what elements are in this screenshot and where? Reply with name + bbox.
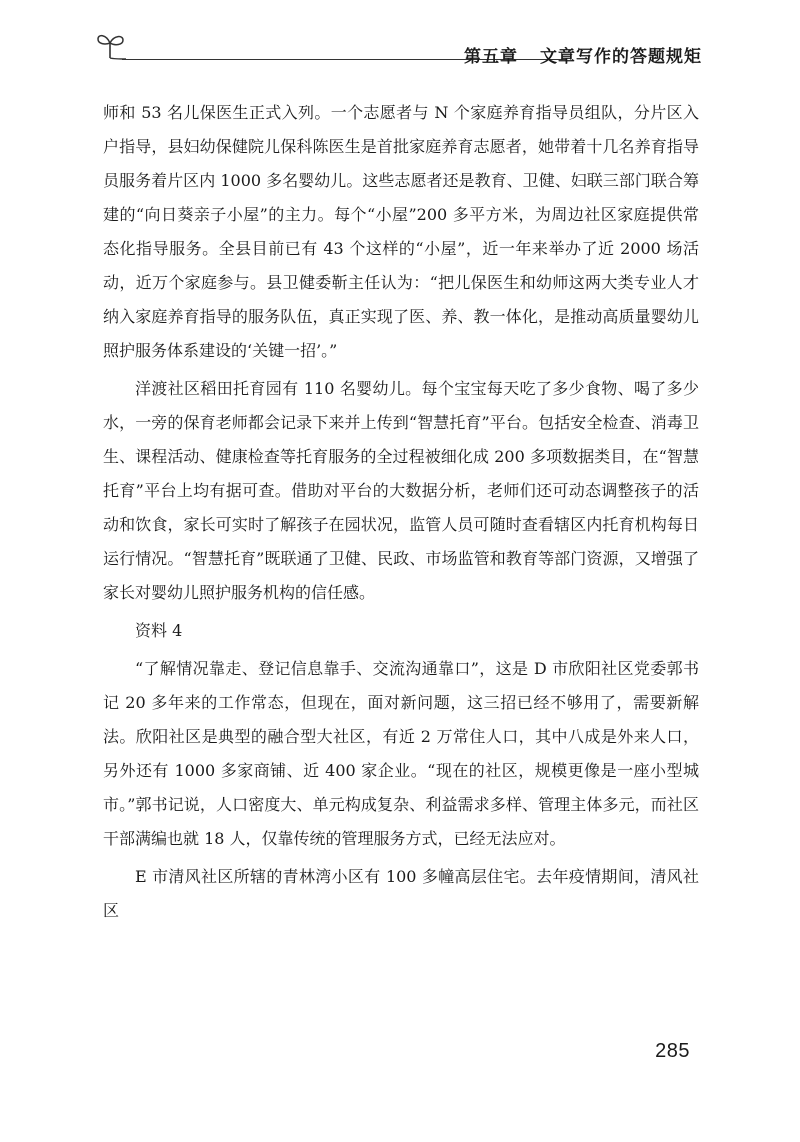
chapter-title: 文章写作的答题规矩 bbox=[540, 47, 702, 67]
sprout-icon bbox=[96, 30, 126, 60]
paragraph-4: E 市清风社区所辖的青林湾小区有 100 多幢高层住宅。去年疫情期间，清风社区 bbox=[103, 867, 699, 920]
body-text bbox=[103, 96, 699, 928]
paragraph-3: “了解情况靠走、登记信息靠手、交流沟通靠口”，这是 D 市欣阳社区党委郭书记 20 多年来的工作常态，但现在，面对新问题，这三招已经不够用了，需要新解法。欣阳社区是典型的融合型大社区，有近 2 万常住人口，其中八成是外来人口，另外还有 1000 多家商铺、近 400 家企业。“现在的社区，规模更像是一座小型城市。”郭书记说，人口密度大、单元构成复杂、利益需求多样、管理主体多元，而社区干部满编也就 18 人，仅靠传统的管理服务方式，已经无法应对。 bbox=[103, 659, 699, 848]
paragraph-2: 洋渡社区稻田托育园有 110 名婴幼儿。每个宝宝每天吃了多少食物、喝了多少水，一旁的保育老师都会记录下来并上传到“智慧托育”平台。包括安全检查、消毒卫生、课程活动、健康检查等托育服务的全过程被细化成 200 多项数据类目，在“智慧托育”平台上均有据可查。借助对平台的大数据分析，老师们还可动态调整孩子的活动和饮食，家长可实时了解孩子在园状况，监管人员可随时查看辖区内托育机构每日运行情况。“智慧托育”既联通了卫健、民政、市场监管和教育等部门资源，又增强了家长对婴幼儿照护服务机构的信任感。 bbox=[103, 379, 699, 602]
paragraph-1: 师和 53 名儿保医生正式入列。一个志愿者与 N 个家庭养育指导员组队，分片区入户指导，县妇幼保健院儿保科陈医生是首批家庭养育志愿者，她带着十几名养育指导员服务着片区内 1000 多名婴幼儿。这些志愿者还是教育、卫健、妇联三部门联合筹建的“向日葵亲子小屋”的主力。每个“小屋”200 多平方米，为周边社区家庭提供常态化指导服务。全县目前已有 43 个这样的“小屋”，近一年来举办了近 2000 场活动，近万个家庭参与。县卫健委靳主任认为：“把儿保医生和幼师这两大类专业人才纳入家庭养育指导的服务队伍，真正实现了医、养、教一体化，是推动高质量婴幼儿照护服务体系建设的‘关键一招’。” bbox=[103, 103, 699, 360]
running-header bbox=[96, 30, 702, 70]
page-number: 285 bbox=[655, 1040, 690, 1062]
material-label: 资料 4 bbox=[135, 621, 183, 640]
chapter-number: 第五章 bbox=[464, 47, 518, 67]
chapter-heading bbox=[464, 42, 702, 67]
